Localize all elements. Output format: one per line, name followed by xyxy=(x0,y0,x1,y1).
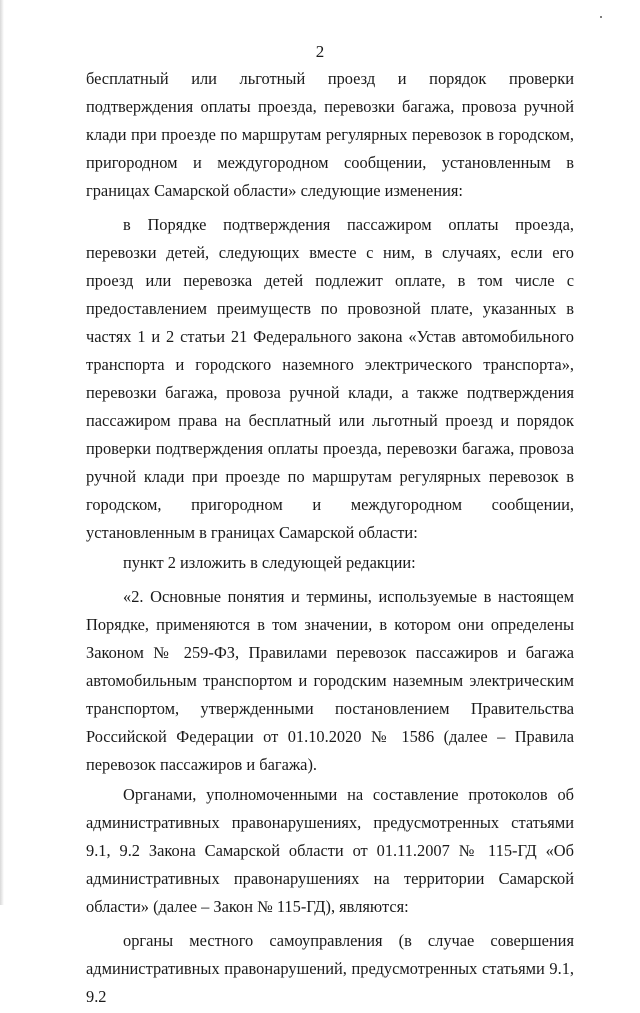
paragraph-definitions: «2. Основные понятия и термины, используемые в настоящем Порядке, применяются в том значении, в котором они определены Законом № 259-ФЗ, Правилами перевозок пассажиров и багажа автомобильным транспортом и городским наземным электрическим транспортом, утвержденными постановлением Правительства Российской Федерации от 01.10.2020 № 1586 (далее – Правила перевозок пассажиров и багажа). xyxy=(86,587,574,774)
scan-edge-shadow xyxy=(0,0,4,905)
paragraph-amendment-intro: в Порядке подтверждения пассажиром оплаты проезда, перевозки детей, следующих вместе с ним, в случаях, если его проезд или перевозка детей подлежит оплате, в том числе с предоставлением преимуществ по провозной плате, указанных в частях 1 и 2 статьи 21 Федерального закона «Устав автомобильного транспорта и городского наземного электрического транспорта», перевозки багажа, провоза ручной клади, а также подтверждения пассажиром права на бесплатный или льготный проезд и порядок проверки подтверждения оплаты проезда, перевозки багажа, провоза ручной клади при проезде по маршрутам регулярных перевозок в городском, пригородном и междугородном сообщении, установленным в границах Самарской области: xyxy=(86,215,574,542)
scan-speck xyxy=(600,16,602,18)
paragraph-local-government: органы местного самоуправления (в случае совершения административных правонарушений, предусмотренных статьями 9.1, 9.2 xyxy=(86,931,574,1006)
page-number: 2 xyxy=(315,42,325,61)
paragraph-point-2: пункт 2 изложить в следующей редакции: xyxy=(123,553,416,572)
paragraph-continuation: бесплатный или льготный проезд и порядок проверки подтверждения оплаты проезда, перевозки багажа, провоза ручной клади при проезде по маршрутам регулярных перевозок в городском, пригородном и междугородном сообщении, установленным в границах Самарской области» следующие изменения: xyxy=(86,69,574,200)
paragraph-authorized-bodies: Органами, уполномоченными на составление протоколов об административных правонарушениях, предусмотренных статьями 9.1, 9.2 Закона Самарской области от 01.11.2007 № 115-ГД «Об административных правонарушениях на территории Самарской области» (далее – Закон № 115-ГД), являются: xyxy=(86,785,574,916)
document-body xyxy=(86,65,574,1013)
